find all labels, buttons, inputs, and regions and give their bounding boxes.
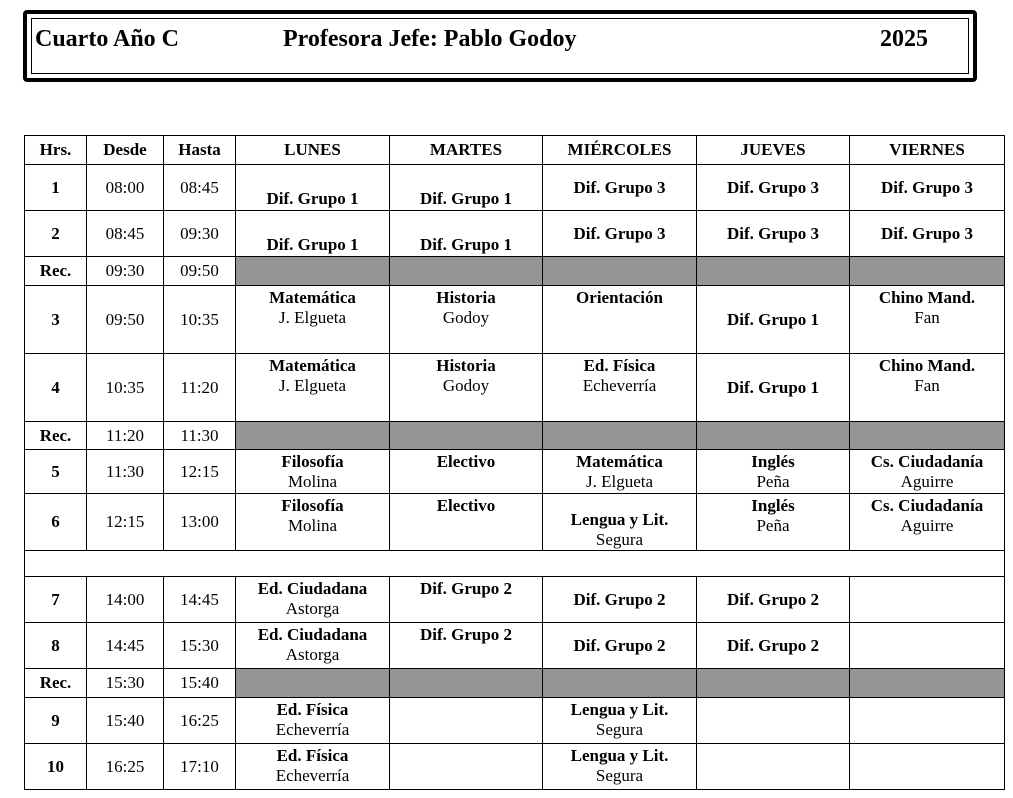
end-time: 09:50 xyxy=(164,257,236,286)
class-cell xyxy=(236,744,390,790)
class-cell xyxy=(390,744,543,790)
class-cell xyxy=(236,450,390,494)
class-cell xyxy=(390,354,543,422)
subject-name: Chino Mand. xyxy=(878,356,976,375)
recess-cell xyxy=(390,669,543,698)
teacher-name: Segura xyxy=(595,530,644,549)
class-cell xyxy=(850,450,1005,494)
subject-name: Matemática xyxy=(269,288,356,307)
subject-name: Electivo xyxy=(436,496,496,515)
teacher-name: Echeverría xyxy=(275,720,350,739)
recess-cell xyxy=(697,257,850,286)
subject-name: Historia xyxy=(436,356,496,375)
class-cell xyxy=(543,577,697,623)
start-time: 11:20 xyxy=(87,422,164,450)
subject-name: Ed. Física xyxy=(276,746,349,765)
subject-name: Cs. Ciudadanía xyxy=(870,452,984,471)
subject-name: Dif. Grupo 1 xyxy=(266,235,359,254)
lunch-break-row xyxy=(25,551,1005,577)
class-cell xyxy=(236,165,390,211)
teacher-name: Segura xyxy=(595,720,644,739)
start-time: 12:15 xyxy=(87,494,164,551)
class-cell xyxy=(850,623,1005,669)
class-cell xyxy=(543,165,697,211)
class-cell xyxy=(236,211,390,257)
subject-name: Inglés xyxy=(751,452,795,471)
recess-cell xyxy=(697,422,850,450)
period-row xyxy=(25,623,1005,669)
class-cell xyxy=(390,577,543,623)
header-row xyxy=(25,136,1005,165)
start-time: 08:00 xyxy=(87,165,164,211)
class-cell xyxy=(850,577,1005,623)
period-row xyxy=(25,211,1005,257)
class-cell xyxy=(850,698,1005,744)
start-time: 14:45 xyxy=(87,623,164,669)
teacher-name: Astorga xyxy=(285,645,340,664)
teacher-name: Peña xyxy=(756,516,790,535)
subject-name: Lengua y Lit. xyxy=(570,700,669,719)
recess-cell xyxy=(390,257,543,286)
subject-name: Ed. Ciudadana xyxy=(257,625,368,644)
recess-cell xyxy=(236,257,390,286)
teacher-name: J. Elgueta xyxy=(278,308,347,327)
col-header-day: MARTES xyxy=(390,136,543,165)
class-cell xyxy=(697,577,850,623)
col-header-day: MIÉRCOLES xyxy=(543,136,697,165)
end-time: 08:45 xyxy=(164,165,236,211)
course-title: Cuarto Año C xyxy=(35,26,180,52)
teacher-name: Echeverría xyxy=(275,766,350,785)
period-number: 4 xyxy=(25,354,87,422)
class-cell xyxy=(850,744,1005,790)
teacher-name: Segura xyxy=(595,766,644,785)
class-cell xyxy=(543,354,697,422)
subject-name: Ed. Ciudadana xyxy=(257,579,368,598)
period-row xyxy=(25,744,1005,790)
subject-name: Dif. Grupo 3 xyxy=(573,177,666,197)
class-cell xyxy=(390,286,543,354)
class-cell xyxy=(543,450,697,494)
class-cell xyxy=(236,577,390,623)
period-number: 1 xyxy=(25,165,87,211)
head-teacher: Profesora Jefe: Pablo Godoy xyxy=(283,26,577,52)
class-cell xyxy=(543,211,697,257)
teacher-name: J. Elgueta xyxy=(585,472,654,491)
teacher-name: Echeverría xyxy=(582,376,657,395)
class-cell xyxy=(543,286,697,354)
subject-name: Dif. Grupo 1 xyxy=(419,235,513,254)
schedule-table xyxy=(24,135,1005,790)
period-row xyxy=(25,165,1005,211)
class-cell xyxy=(543,494,697,551)
period-number: 9 xyxy=(25,698,87,744)
start-time: 09:50 xyxy=(87,286,164,354)
subject-name: Cs. Ciudadanía xyxy=(870,496,984,515)
end-time: 15:40 xyxy=(164,669,236,698)
class-cell xyxy=(697,623,850,669)
recess-cell xyxy=(850,257,1005,286)
class-cell xyxy=(697,211,850,257)
class-cell xyxy=(236,494,390,551)
class-cell xyxy=(543,698,697,744)
subject-name: Filosofía xyxy=(281,496,344,515)
recess-cell xyxy=(390,422,543,450)
start-time: 16:25 xyxy=(87,744,164,790)
start-time: 10:35 xyxy=(87,354,164,422)
start-time: 09:30 xyxy=(87,257,164,286)
subject-name: Dif. Grupo 3 xyxy=(726,223,820,243)
subject-name: Dif. Grupo 1 xyxy=(726,309,820,329)
subject-name: Dif. Grupo 3 xyxy=(726,177,820,197)
school-year: 2025 xyxy=(880,26,928,52)
subject-name: Dif. Grupo 3 xyxy=(880,223,974,243)
class-cell xyxy=(697,165,850,211)
recess-cell xyxy=(543,257,697,286)
subject-name: Dif. Grupo 2 xyxy=(573,635,666,655)
start-time: 08:45 xyxy=(87,211,164,257)
end-time: 17:10 xyxy=(164,744,236,790)
subject-name: Ed. Física xyxy=(276,700,349,719)
end-time: 10:35 xyxy=(164,286,236,354)
class-cell xyxy=(697,354,850,422)
class-cell xyxy=(697,494,850,551)
end-time: 12:15 xyxy=(164,450,236,494)
class-cell xyxy=(697,450,850,494)
period-number: 7 xyxy=(25,577,87,623)
class-cell xyxy=(390,494,543,551)
recess-cell xyxy=(236,422,390,450)
class-cell xyxy=(390,450,543,494)
period-number: Rec. xyxy=(25,257,87,286)
period-row xyxy=(25,286,1005,354)
class-cell xyxy=(236,286,390,354)
teacher-name: Astorga xyxy=(285,599,340,618)
class-cell xyxy=(697,698,850,744)
subject-name: Dif. Grupo 2 xyxy=(419,579,513,598)
recess-cell xyxy=(850,669,1005,698)
end-time: 16:25 xyxy=(164,698,236,744)
subject-name: Dif. Grupo 3 xyxy=(573,223,666,243)
subject-name: Inglés xyxy=(751,496,795,515)
recess-row xyxy=(25,422,1005,450)
period-row xyxy=(25,577,1005,623)
class-cell xyxy=(390,211,543,257)
end-time: 11:30 xyxy=(164,422,236,450)
class-cell xyxy=(850,211,1005,257)
recess-cell xyxy=(543,422,697,450)
class-cell xyxy=(390,165,543,211)
col-header-hrs: Hrs. xyxy=(25,136,87,165)
subject-name: Dif. Grupo 1 xyxy=(266,189,359,208)
class-cell xyxy=(850,165,1005,211)
class-cell xyxy=(697,744,850,790)
period-number: 10 xyxy=(25,744,87,790)
end-time: 11:20 xyxy=(164,354,236,422)
subject-name: Historia xyxy=(436,288,496,307)
col-header-day: LUNES xyxy=(236,136,390,165)
class-cell xyxy=(543,623,697,669)
start-time: 15:30 xyxy=(87,669,164,698)
teacher-name: Godoy xyxy=(442,308,490,327)
recess-cell xyxy=(543,669,697,698)
subject-name: Dif. Grupo 2 xyxy=(419,625,513,644)
class-cell xyxy=(236,623,390,669)
subject-name: Dif. Grupo 1 xyxy=(726,377,820,397)
class-cell xyxy=(543,744,697,790)
class-cell xyxy=(236,698,390,744)
subject-name: Dif. Grupo 1 xyxy=(419,189,513,208)
start-time: 11:30 xyxy=(87,450,164,494)
subject-name: Matemática xyxy=(269,356,356,375)
subject-name: Orientación xyxy=(576,288,663,307)
period-number: 5 xyxy=(25,450,87,494)
teacher-name: Peña xyxy=(756,472,790,491)
subject-name: Dif. Grupo 2 xyxy=(573,589,666,609)
subject-name: Lengua y Lit. xyxy=(570,510,669,529)
subject-name: Electivo xyxy=(436,452,496,471)
subject-name: Dif. Grupo 2 xyxy=(726,635,820,655)
period-number: Rec. xyxy=(25,669,87,698)
recess-row xyxy=(25,669,1005,698)
subject-name: Dif. Grupo 2 xyxy=(726,589,820,609)
recess-cell xyxy=(236,669,390,698)
period-number: Rec. xyxy=(25,422,87,450)
teacher-name: Godoy xyxy=(442,376,490,395)
start-time: 15:40 xyxy=(87,698,164,744)
class-cell xyxy=(390,698,543,744)
subject-name: Matemática xyxy=(576,452,663,471)
teacher-name: Molina xyxy=(287,516,338,535)
recess-cell xyxy=(697,669,850,698)
start-time: 14:00 xyxy=(87,577,164,623)
recess-cell xyxy=(850,422,1005,450)
period-row xyxy=(25,494,1005,551)
end-time: 13:00 xyxy=(164,494,236,551)
end-time: 15:30 xyxy=(164,623,236,669)
teacher-name: Molina xyxy=(287,472,338,491)
class-cell xyxy=(697,286,850,354)
subject-name: Filosofía xyxy=(281,452,344,471)
col-header-day: JUEVES xyxy=(697,136,850,165)
period-row xyxy=(25,698,1005,744)
end-time: 09:30 xyxy=(164,211,236,257)
period-number: 8 xyxy=(25,623,87,669)
teacher-name: Aguirre xyxy=(900,516,954,535)
header-box xyxy=(23,10,977,82)
teacher-name: Aguirre xyxy=(900,472,954,491)
col-header-from: Desde xyxy=(87,136,164,165)
end-time: 14:45 xyxy=(164,577,236,623)
teacher-name: Fan xyxy=(914,376,940,395)
recess-row xyxy=(25,257,1005,286)
period-number: 6 xyxy=(25,494,87,551)
col-header-to: Hasta xyxy=(164,136,236,165)
period-row xyxy=(25,354,1005,422)
subject-name: Ed. Física xyxy=(583,356,656,375)
teacher-name: J. Elgueta xyxy=(278,376,347,395)
class-cell xyxy=(236,354,390,422)
col-header-day: VIERNES xyxy=(850,136,1005,165)
subject-name: Dif. Grupo 3 xyxy=(880,177,974,197)
period-number: 2 xyxy=(25,211,87,257)
subject-name: Chino Mand. xyxy=(878,288,976,307)
lunch-break-cell xyxy=(25,551,1005,577)
class-cell xyxy=(850,354,1005,422)
teacher-name: Fan xyxy=(914,308,940,327)
class-cell xyxy=(390,623,543,669)
subject-name: Lengua y Lit. xyxy=(570,746,669,765)
period-number: 3 xyxy=(25,286,87,354)
class-cell xyxy=(850,494,1005,551)
period-row xyxy=(25,450,1005,494)
class-cell xyxy=(850,286,1005,354)
